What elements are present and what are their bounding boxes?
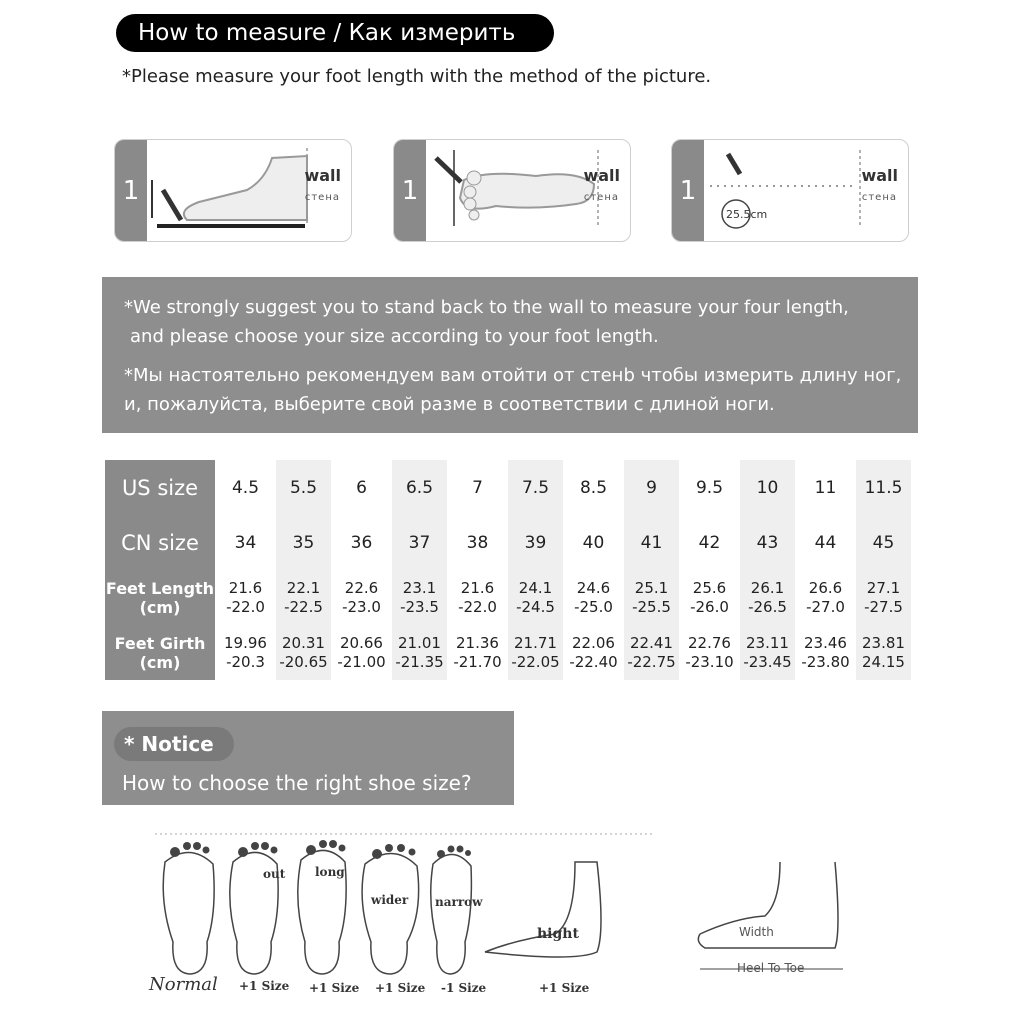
us-size-cell-value: 5.5 [289,477,318,498]
measure-instruction: *Please measure your foot length with the method of the picture. [122,66,712,87]
us-size-cell-value: 6.5 [405,477,434,498]
narrow-size-caption: -1 Size [441,981,487,995]
step-number: 1 [115,140,147,241]
feet-length-cell-value: 25.6 [692,578,727,597]
feet-length-cell-value: -26.0 [690,597,729,616]
wall-label: wall [304,166,341,185]
feet-girth-cell-value: 21.36 [456,633,499,652]
feet-girth-cell-value: -22.05 [511,652,560,671]
feet-length-cell-value: -23.0 [342,597,381,616]
us-size-cell-value: 10 [756,477,779,498]
cn-size-cell [450,515,505,570]
heel-to-toe-label: Heel To Toe [737,961,805,975]
feet-length-header [105,570,215,625]
us-size-cell-value: 7.5 [521,477,550,498]
us-size-cell [334,460,389,515]
feet-length-cell-value: -22.0 [458,597,497,616]
feet-length-header-label: Feet Length [105,578,215,598]
cn-size-cell [334,515,389,570]
feet-girth-cell-value: 20.66 [340,633,383,652]
cn-size-cell-value: 40 [582,532,605,553]
feet-girth-cell-value: -22.40 [569,652,618,671]
us-size-cell [566,460,621,515]
feet-length-cell-value: 21.6 [228,578,263,597]
feet-length-cell [856,570,911,625]
feet-length-cell-value: -24.5 [516,597,555,616]
feet-length-cell [798,570,853,625]
cn-size-cell-value: 34 [234,532,257,553]
cn-size-cell [276,515,331,570]
feet-girth-cell-value: -23.45 [743,652,792,671]
feet-length-cell-value: -27.5 [864,597,903,616]
cn-size-cell [624,515,679,570]
step-card-side-view [114,139,352,242]
cn-size-cell [856,515,911,570]
feet-girth-cell-value: -20.65 [279,652,328,671]
advice-en-line-2: and please choose your size according to your foot length. [130,326,659,347]
feet-length-cell-value: 21.6 [460,578,495,597]
us-size-cell [218,460,273,515]
feet-length-cell-value: -27.0 [806,597,845,616]
us-size-header: US size [105,460,215,515]
feet-length-cell-value: 25.1 [634,578,669,597]
us-size-row [105,460,911,515]
feet-length-cell-value: 26.1 [750,578,785,597]
feet-girth-cell-value: -23.10 [685,652,734,671]
feet-girth-cell-value: 21.71 [514,633,557,652]
wall-label-ru: стена [583,192,619,203]
wall-label: wall [861,166,898,185]
us-size-cell-value: 4.5 [231,477,260,498]
hight-label: hight [537,926,579,942]
feet-girth-cell-value: -21.00 [337,652,386,671]
cn-size-cell-value: 43 [756,532,779,553]
feet-length-cell-value: 24.6 [576,578,611,597]
us-size-cell [392,460,447,515]
cn-size-row [105,515,911,570]
advice-ru-line-2: и, пожалуйста, выберите свой разме в соответствии с длиной ноги. [124,394,775,415]
wider-label: wider [371,893,409,907]
narrow-foot-icon [431,854,472,974]
cn-size-cell-value: 37 [408,532,431,553]
us-size-cell-value: 8.5 [579,477,608,498]
us-size-cell-value: 11.5 [864,477,903,498]
step-number: 1 [394,140,426,241]
feet-girth-cell-value: -21.35 [395,652,444,671]
feet-length-cell-value: -26.5 [748,597,787,616]
foot-top-illustration [426,140,626,241]
feet-girth-cell [276,625,331,680]
us-size-cell-value: 6 [356,477,367,498]
measure-illustration [704,140,904,241]
foot-side-illustration [147,140,347,241]
feet-girth-header [105,625,215,680]
feet-girth-cell [624,625,679,680]
cn-size-cell-value: 39 [524,532,547,553]
feet-girth-cell-value: -22.75 [627,652,676,671]
feet-girth-cell [450,625,505,680]
cn-size-cell [798,515,853,570]
feet-length-cell-value: 22.1 [286,578,321,597]
us-size-cell [450,460,505,515]
notice-question: How to choose the right shoe size? [122,771,472,795]
cn-size-cell-value: 35 [292,532,315,553]
measure-value-label: 25.5cm [726,208,768,221]
cn-size-cell-value: 36 [350,532,373,553]
feet-length-cell-value: -25.5 [632,597,671,616]
advice-en-line-1: *We strongly suggest you to stand back to the wall to measure your four length, [124,297,849,318]
narrow-label: narrow [435,895,483,909]
size-chart-table [102,460,914,680]
cn-size-cell-value: 38 [466,532,489,553]
us-size-cell [856,460,911,515]
feet-length-cell [450,570,505,625]
feet-girth-cell [566,625,621,680]
feet-girth-cell [740,625,795,680]
feet-length-cell [682,570,737,625]
feet-length-cell-value: 23.1 [402,578,437,597]
feet-girth-cell-value: -23.80 [801,652,850,671]
normal-caption: Normal [149,974,218,995]
foot-shape-diagrams [135,822,855,1007]
feet-length-cell [276,570,331,625]
feet-girth-cell-value: 20.31 [282,633,325,652]
cn-size-cell [218,515,273,570]
normal-foot-icon [163,852,214,974]
feet-length-cell [392,570,447,625]
feet-girth-header-unit: (cm) [139,652,181,672]
feet-length-cell [566,570,621,625]
cn-size-cell [392,515,447,570]
feet-length-header-unit: (cm) [139,597,181,617]
wall-label: wall [583,166,620,185]
feet-length-cell [218,570,273,625]
cn-size-cell-value: 44 [814,532,837,553]
page-title: How to measure / Как измерить [116,14,554,52]
us-size-cell-value: 9.5 [695,477,724,498]
step-card-top-view [393,139,631,242]
feet-length-cell [334,570,389,625]
out-size-caption: +1 Size [239,979,290,993]
us-size-cell [682,460,737,515]
feet-girth-row [105,625,911,680]
feet-girth-cell [682,625,737,680]
us-size-cell-value: 11 [814,477,837,498]
feet-girth-cell [508,625,563,680]
cn-size-cell [682,515,737,570]
us-size-cell [740,460,795,515]
cn-size-header: CN size [105,515,215,570]
step-card-measure [671,139,909,242]
us-size-cell [624,460,679,515]
feet-girth-cell-value: 24.15 [862,652,905,671]
feet-girth-cell [334,625,389,680]
feet-length-cell [740,570,795,625]
feet-girth-cell-value: 19.96 [224,633,267,652]
long-label: long [315,865,345,879]
cn-size-cell-value: 45 [872,532,895,553]
feet-length-cell-value: -22.5 [284,597,323,616]
feet-length-cell-value: -23.5 [400,597,439,616]
feet-girth-cell [218,625,273,680]
cn-size-cell-value: 41 [640,532,663,553]
cn-size-cell [566,515,621,570]
feet-girth-cell-value: 22.41 [630,633,673,652]
us-size-cell [276,460,331,515]
feet-length-cell-value: 27.1 [866,578,901,597]
measure-advice-panel [102,277,918,433]
feet-girth-cell-value: 23.81 [862,633,905,652]
feet-girth-cell [798,625,853,680]
feet-girth-cell-value: 21.01 [398,633,441,652]
us-size-cell [508,460,563,515]
feet-length-cell-value: 24.1 [518,578,553,597]
cn-size-cell [740,515,795,570]
wall-label-ru: стена [861,192,897,203]
feet-girth-cell-value: -20.3 [226,652,265,671]
step-number: 1 [672,140,704,241]
wall-label-ru: стена [304,192,340,203]
feet-girth-cell-value: 23.46 [804,633,847,652]
feet-girth-cell-value: 22.76 [688,633,731,652]
cn-size-cell [508,515,563,570]
long-size-caption: +1 Size [309,981,360,995]
feet-length-cell-value: -25.0 [574,597,613,616]
high-size-caption: +1 Size [539,981,590,995]
feet-girth-cell-value: 22.06 [572,633,615,652]
advice-ru-line-1: *Мы настоятельно рекомендуем вам отойти от стенb чтобы измерить длину ног, [124,365,902,386]
us-size-cell-value: 7 [472,477,483,498]
wider-size-caption: +1 Size [375,981,426,995]
feet-girth-cell [856,625,911,680]
us-size-cell [798,460,853,515]
feet-length-cell [508,570,563,625]
width-label: Width [739,925,774,939]
us-size-cell-value: 9 [646,477,657,498]
feet-length-row [105,570,911,625]
out-label: out [263,867,286,881]
notice-badge: * Notice [114,727,234,761]
feet-girth-cell-value: 23.11 [746,633,789,652]
feet-girth-cell-value: -21.70 [453,652,502,671]
wider-foot-icon [362,853,419,974]
feet-girth-cell [392,625,447,680]
high-arch-foot-icon [485,862,601,957]
feet-girth-header-label: Feet Girth [114,633,206,653]
feet-length-cell [624,570,679,625]
feet-length-cell-value: 22.6 [344,578,379,597]
feet-length-cell-value: -22.0 [226,597,265,616]
feet-length-cell-value: 26.6 [808,578,843,597]
cn-size-cell-value: 42 [698,532,721,553]
